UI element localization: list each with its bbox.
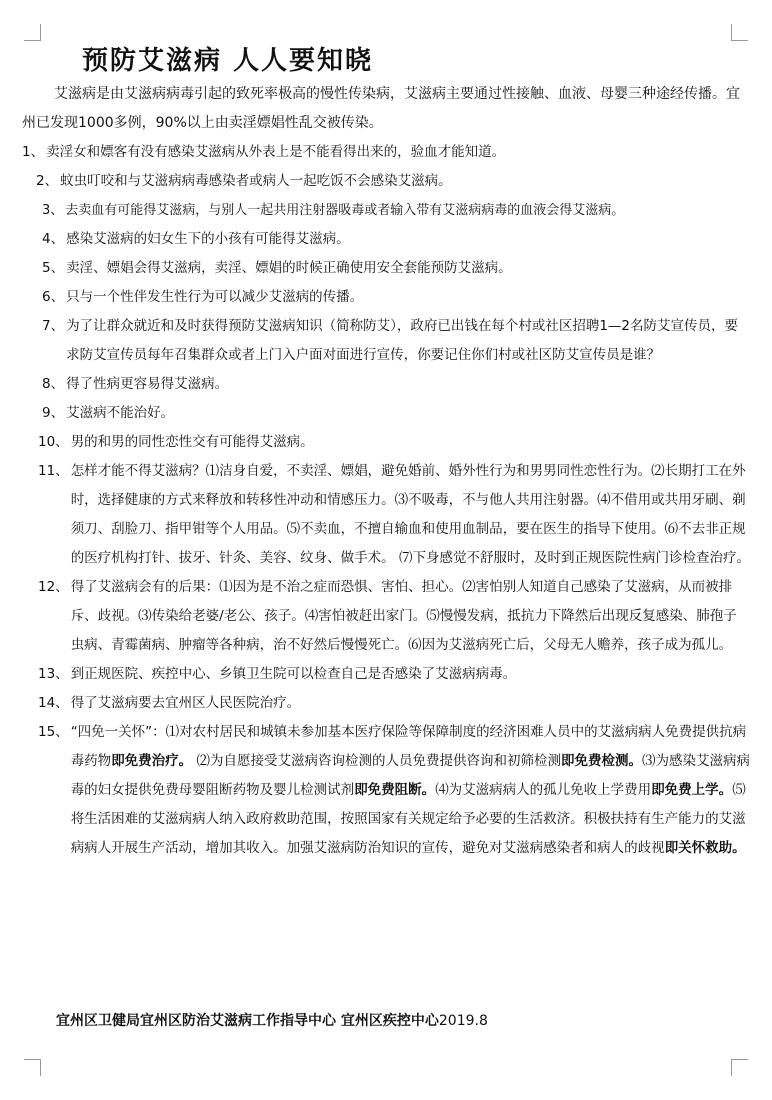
item-text-segment: ⑶为感染艾滋病病毒的妇女提供免费母婴阻断药物及婴儿检测试剂 — [70, 753, 750, 798]
list-item — [22, 370, 750, 399]
list-item — [22, 428, 750, 457]
list-item — [22, 718, 750, 863]
footer-organizations: 宜州区卫健局宜州区防治艾滋病工作指导中心 宜州区疾控中心 — [56, 1013, 439, 1029]
intro-paragraph: 艾滋病是由艾滋病病毒引起的致死率极高的慢性传染病，艾滋病主要通过性接触、血液、母婴三种途经传播。宜州已发现1000多例，90%以上由卖淫嫖娼性乱交被传染。 — [22, 86, 740, 131]
item-number: 12、 — [38, 579, 69, 595]
item-number: 8、 — [42, 376, 65, 392]
item-number: 3、 — [42, 203, 64, 218]
page-title: 预防艾滋病 人人要知晓 — [82, 46, 374, 76]
footer-date: 2019.8 — [438, 1013, 488, 1029]
policy-highlight: 即免费阻断。 — [354, 782, 436, 798]
item-text: 只与一个性伴发生性行为可以减少艾滋病的传播。 — [66, 289, 364, 305]
item-number: 13、 — [38, 666, 69, 682]
item-number: 11、 — [38, 463, 69, 479]
item-number: 4、 — [42, 231, 65, 247]
page-corner-mark — [24, 1059, 41, 1076]
item-number: 2、 — [36, 173, 59, 189]
item-number: 1、 — [22, 144, 45, 160]
item-text: 得了艾滋病要去宜州区人民医院治疗。 — [70, 695, 301, 711]
list-item — [22, 138, 750, 167]
item-number: 15、 — [38, 724, 69, 740]
item-text-segment: ⑷为艾滋病病人的孤儿免收上学费用 — [435, 782, 652, 798]
item-text: 蚊虫叮咬和与艾滋病病毒感染者或病人一起吃饭不会感染艾滋病。 — [60, 173, 452, 189]
item-text: 去卖血有可能得艾滋病，与别人一起共用注射器吸毒或者输入带有艾滋病病毒的血液会得艾滋病。 — [65, 203, 625, 218]
item-text-segment: ⑵为自愿接受艾滋病咨询检测的人员免费提供咨询和初筛检测 — [192, 753, 561, 769]
item-number: 7、 — [42, 318, 65, 334]
list-item — [22, 283, 750, 312]
item-text: 得了艾滋病会有的后果：⑴因为是不治之症而恐惧、害怕、担心。⑵害怕别人知道自己感染了艾滋病，从而被排斥、歧视。⑶传染给老婆/老公、孩子。⑷害怕被赶出家门。⑸慢慢发病，抵抗力下降然后出现反复感染、肺孢子虫病、青霉菌病、肿瘤等各种病，治不好然后慢慢死亡。⑹因为艾滋病死亡后，父母无人赡养，孩子成为孤儿。 — [70, 579, 737, 653]
item-text: 感染艾滋病的妇女生下的小孩有可能得艾滋病。 — [66, 231, 350, 247]
item-number: 10、 — [38, 434, 69, 450]
item-text: 得了性病更容易得艾滋病。 — [66, 376, 229, 392]
item-number: 9、 — [42, 405, 65, 421]
page-corner-mark — [731, 24, 748, 41]
list-item — [22, 196, 750, 225]
item-text: 怎样才能不得艾滋病？⑴洁身自爱，不卖淫、嫖娼，避免婚前、婚外性行为和男男同性恋性行为。⑵长期打工在外时，选择健康的方式来释放和转移性冲动和情感压力。⑶不吸毒，不与他人共用注射器。⑷不借用或共用牙刷、剃须刀、刮脸刀、指甲钳等个人用品。⑸不卖血，不擅自输血和使用血制品，要在医生的指导下使用。⑹不去非正规的医疗机构打针、拔牙、针灸、美容、纹身、做手术。 ⑺下身感觉不舒服时，及时到正规医院性病门诊检查治疗。 — [70, 463, 750, 566]
footer-signature — [56, 1010, 488, 1030]
list-item — [22, 689, 750, 718]
policy-highlight: 即免费上学。 — [651, 782, 733, 798]
list-item — [22, 457, 750, 573]
item-number: 14、 — [38, 695, 69, 711]
page-corner-mark — [731, 1059, 748, 1076]
policy-highlight: 即免费检测。 — [560, 753, 642, 769]
item-text: 为了让群众就近和及时获得预防艾滋病知识（简称防艾），政府已出钱在每个村或社区招聘1—2名防艾宣传员，要求防艾宣传员每年召集群众或者上门入户面对面进行宣传，你要记住你们村或社区防艾宣传员是谁？ — [66, 318, 739, 363]
item-list — [22, 138, 750, 863]
item-number: 5、 — [42, 260, 65, 276]
list-item — [22, 573, 750, 660]
list-item — [22, 660, 750, 689]
item-text: 卖淫女和嫖客有没有感染艾滋病从外表上是不能看得出来的，验血才能知道。 — [46, 144, 506, 160]
page-corner-mark — [24, 24, 41, 41]
policy-highlight: 即关怀救助。 — [664, 840, 746, 856]
list-item — [22, 254, 750, 283]
item-number: 6、 — [42, 289, 65, 305]
item-text: 卖淫、嫖娼会得艾滋病，卖淫、嫖娼的时候正确使用安全套能预防艾滋病。 — [66, 260, 512, 276]
list-item — [22, 312, 750, 370]
list-item — [22, 399, 750, 428]
item-text-segment: “四免一关怀”：⑴对农村居民和城镇未参加基本医疗保险等保障制度的经济困难人员中的艾滋病病人免费提供抗病毒药物 — [70, 724, 747, 769]
list-item — [22, 225, 750, 254]
list-item — [22, 167, 750, 196]
item-text: 男的和男的同性恋性交有可能得艾滋病。 — [70, 434, 314, 450]
item-text-segment: ⑸将生活困难的艾滋病病人纳入政府救助范围，按照国家有关规定给予必要的生活救济。积极扶持有生产能力的艾滋病病人开展生产活动，增加其收入。加强艾滋病防治知识的宣传，避免对艾滋病感染者和病人的歧视 — [70, 782, 746, 856]
item-text: 到正规医院、疾控中心、乡镇卫生院可以检查自己是否感染了艾滋病病毒。 — [70, 666, 517, 682]
policy-highlight: 即免费治疗。 — [111, 753, 193, 769]
item-text — [71, 718, 750, 863]
item-text: 艾滋病不能治好。 — [66, 405, 175, 421]
